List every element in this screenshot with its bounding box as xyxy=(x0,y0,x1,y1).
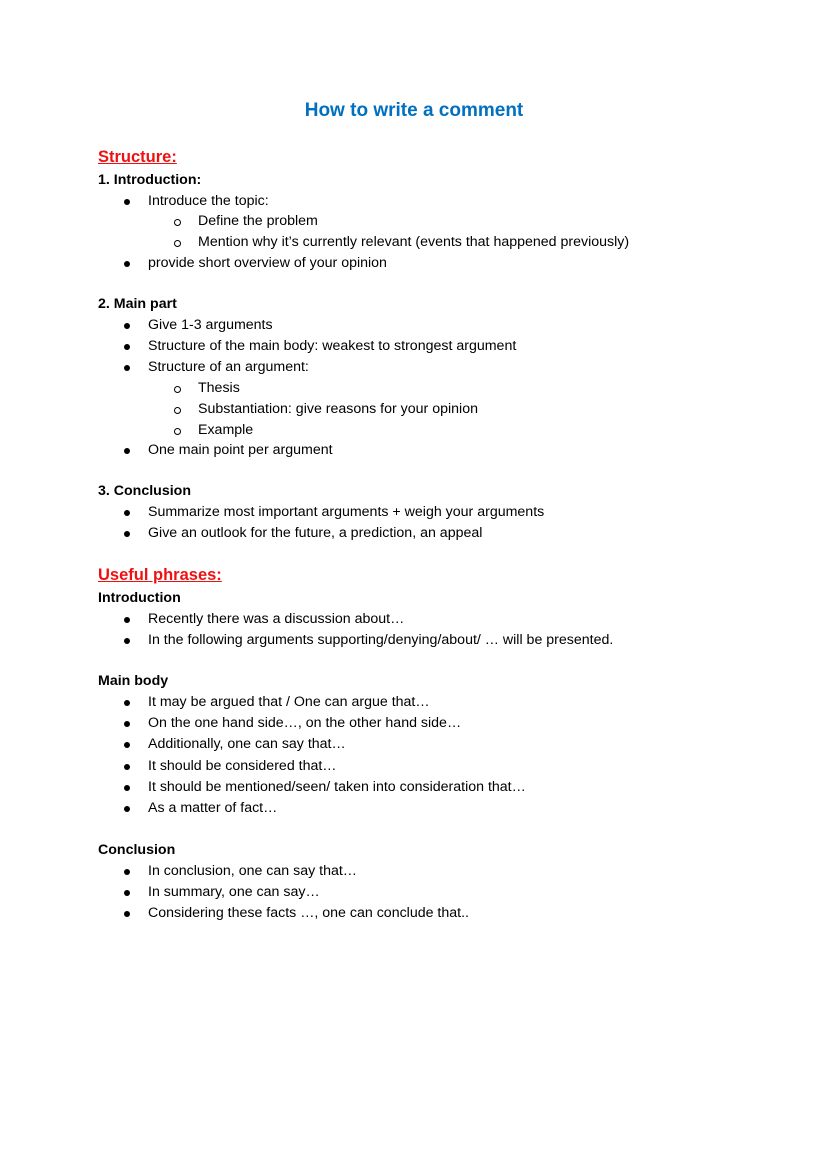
list-item: One main point per argument xyxy=(148,442,333,458)
bullet-icon xyxy=(124,911,130,917)
main-body-label: Main body xyxy=(98,673,169,689)
list-item: Structure of an argument: xyxy=(148,359,309,375)
list-item: Additionally, one can say that… xyxy=(148,736,346,752)
bullet-icon xyxy=(124,617,130,623)
list-item: As a matter of fact… xyxy=(148,800,278,816)
list-item: Example xyxy=(198,422,254,438)
list-item: Give 1-3 arguments xyxy=(148,317,273,333)
list-item: Introduce the topic: xyxy=(148,193,269,209)
list-item: Considering these facts …, one can conclude that.. xyxy=(148,905,469,921)
list-item: Summarize most important arguments + weigh your arguments xyxy=(148,504,545,520)
list-item: In the following arguments supporting/denying/about/ … will be presented. xyxy=(148,632,614,648)
list-item: On the one hand side…, on the other hand side… xyxy=(148,715,462,731)
bullet-icon xyxy=(124,638,130,644)
bullet-icon xyxy=(124,261,130,267)
circle-bullet-icon xyxy=(174,219,181,226)
bullet-icon xyxy=(124,365,130,371)
bullet-icon xyxy=(124,806,130,812)
bullet-icon xyxy=(124,531,130,537)
circle-bullet-icon xyxy=(174,240,181,247)
bullet-icon xyxy=(124,869,130,875)
main-part-label: 2. Main part xyxy=(98,296,177,312)
bullet-icon xyxy=(124,344,130,350)
circle-bullet-icon xyxy=(174,428,181,435)
bullet-icon xyxy=(124,890,130,896)
circle-bullet-icon xyxy=(174,407,181,414)
list-item: provide short overview of your opinion xyxy=(148,255,387,271)
conclusion-label: 3. Conclusion xyxy=(98,483,192,499)
list-item: In summary, one can say… xyxy=(148,884,320,900)
list-item: Give an outlook for the future, a prediction, an appeal xyxy=(148,525,483,541)
bullet-icon xyxy=(124,721,130,727)
list-item: Structure of the main body: weakest to strongest argument xyxy=(148,338,517,354)
bullet-icon xyxy=(124,764,130,770)
introduction-label: 1. Introduction: xyxy=(98,172,202,188)
list-item: It should be considered that… xyxy=(148,758,337,774)
bullet-icon xyxy=(124,742,130,748)
bullet-icon xyxy=(124,700,130,706)
structure-heading: Structure: xyxy=(98,148,177,166)
bullet-icon xyxy=(124,510,130,516)
list-item: Thesis xyxy=(198,380,240,396)
bullet-icon xyxy=(124,785,130,791)
bullet-icon xyxy=(124,199,130,205)
list-item: Recently there was a discussion about… xyxy=(148,611,405,627)
page-title: How to write a comment xyxy=(304,100,524,121)
list-item: It should be mentioned/seen/ taken into consideration that… xyxy=(148,779,526,795)
list-item: In conclusion, one can say that… xyxy=(148,863,357,879)
phrases-conclusion-label: Conclusion xyxy=(98,842,176,858)
useful-phrases-heading: Useful phrases: xyxy=(98,566,222,584)
bullet-icon xyxy=(124,323,130,329)
phrases-introduction-label: Introduction xyxy=(98,590,181,606)
list-item: Substantiation: give reasons for your opinion xyxy=(198,401,478,417)
list-item: It may be argued that / One can argue that… xyxy=(148,694,430,710)
list-item: Define the problem xyxy=(198,213,318,229)
list-item: Mention why it’s currently relevant (events that happened previously) xyxy=(198,234,630,250)
circle-bullet-icon xyxy=(174,386,181,393)
bullet-icon xyxy=(124,448,130,454)
